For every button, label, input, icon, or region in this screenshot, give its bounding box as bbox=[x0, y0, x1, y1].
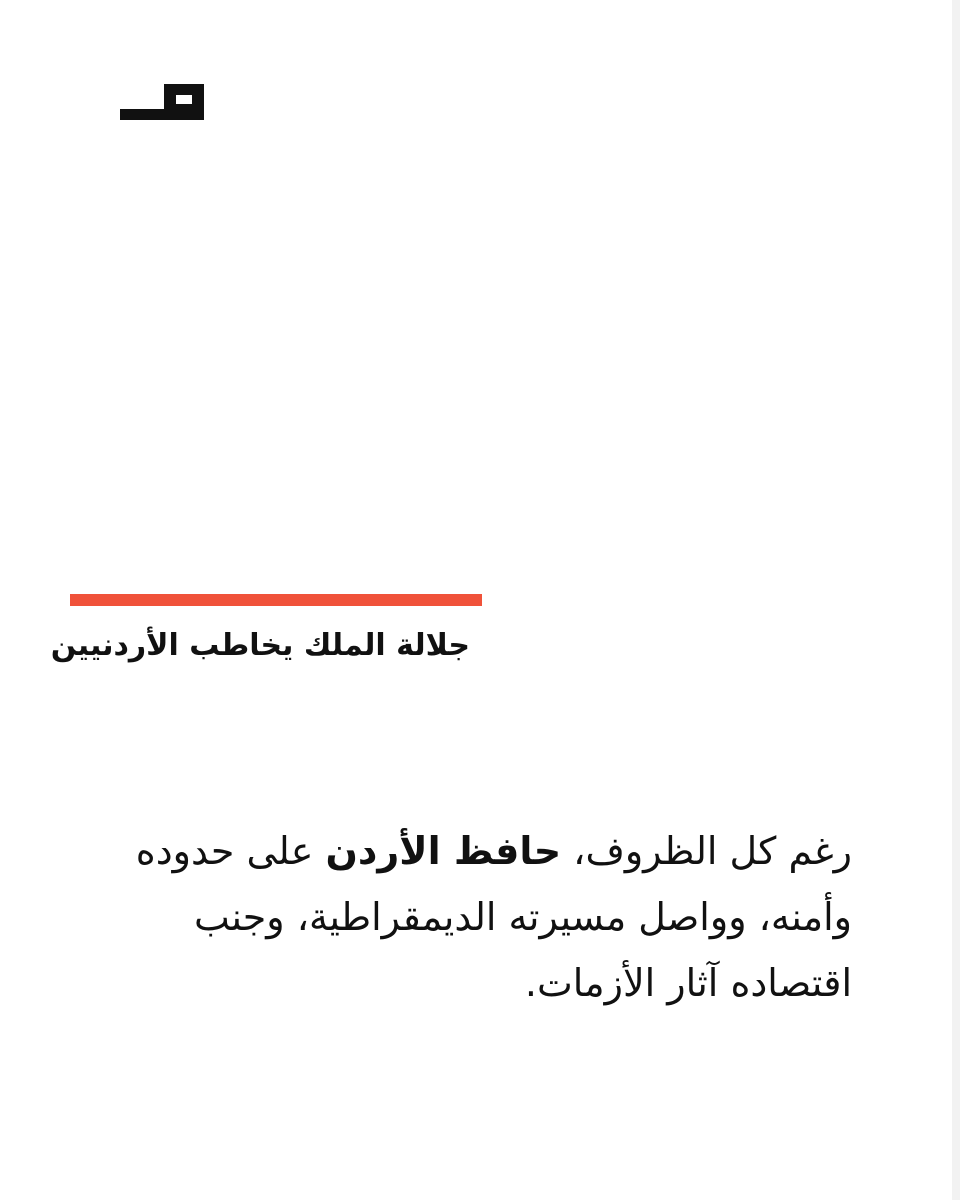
body-text-bold: حافظ الأردن bbox=[325, 829, 562, 873]
accent-bar bbox=[70, 594, 482, 606]
headline: جلالة الملك يخاطب الأردنيين bbox=[50, 628, 470, 663]
body-paragraph bbox=[100, 818, 852, 1016]
body-text-part-1: رغم كل الظروف، bbox=[561, 829, 852, 873]
body-text-part-3: على حدوده وأمنه، وواصل مسيرته الديمقراطية، وجنب اقتصاده آثار الأزمات. bbox=[135, 829, 852, 1005]
page-edge bbox=[952, 0, 960, 1200]
kufic-meem-logo-icon bbox=[120, 84, 204, 120]
